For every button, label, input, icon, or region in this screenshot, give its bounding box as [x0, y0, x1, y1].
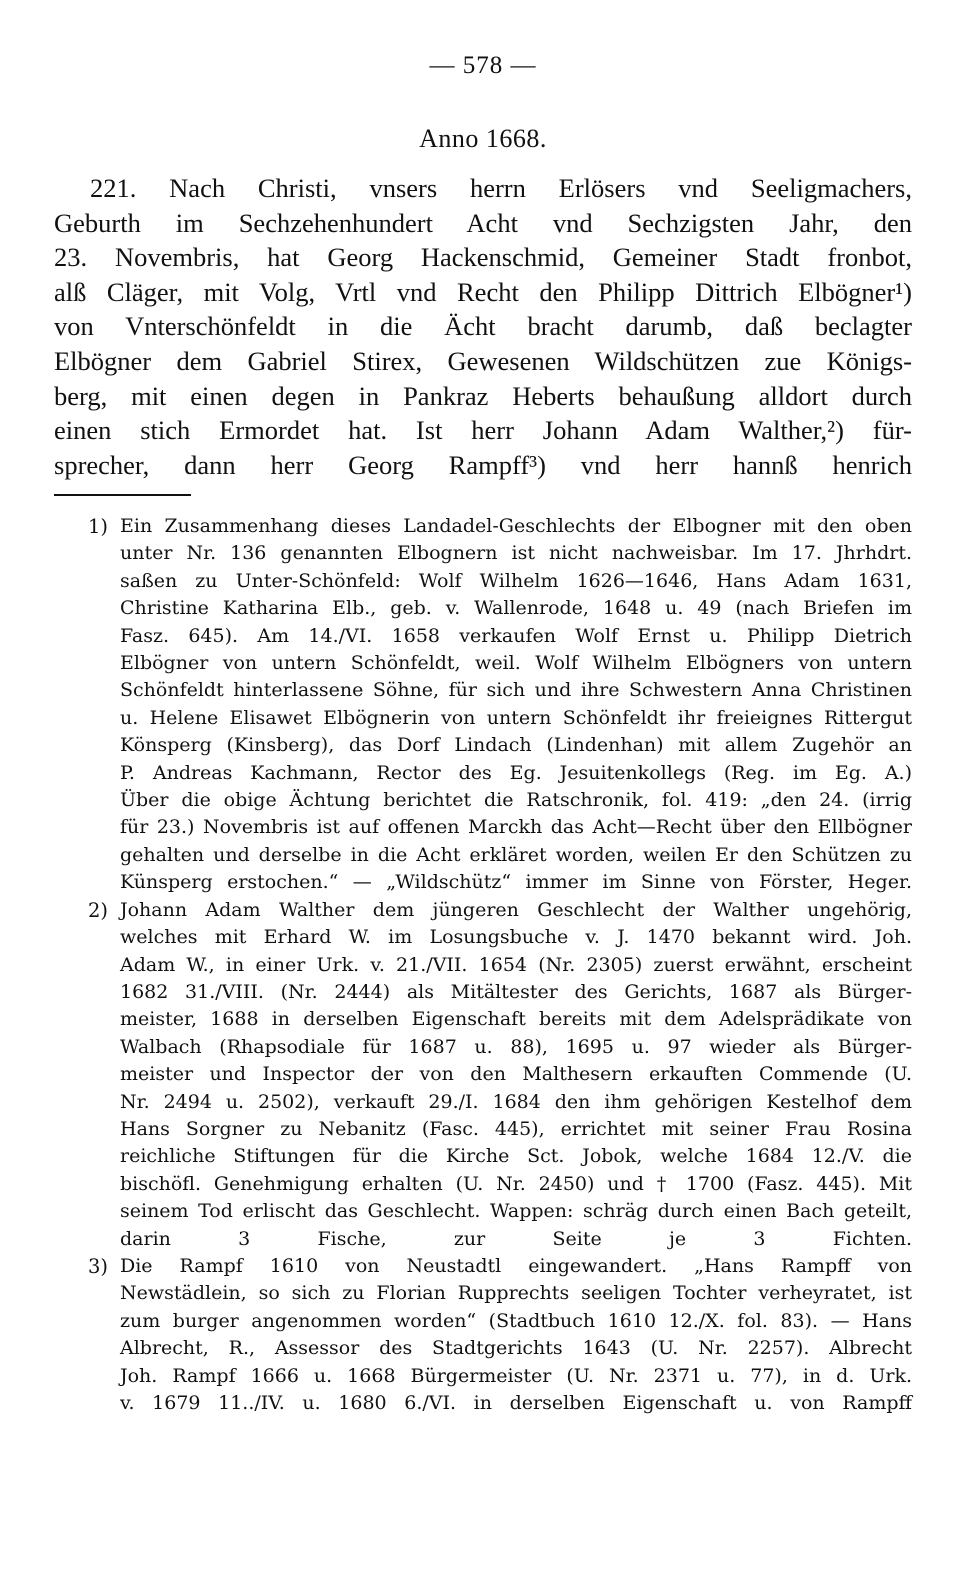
- footnotes: [54, 513, 912, 1417]
- footnote-line: unter Nr. 136 genannten Elbognern ist nicht nachweisbar. Im 17. Jhrhdrt.: [120, 542, 912, 565]
- footnote-line: gehalten und derselbe in die Acht erkläret worden, weilen Er den Schützen zu: [120, 843, 912, 866]
- footnote-line: meister und Inspector der von den Malthesern erkauften Commende (U.: [120, 1063, 912, 1086]
- main-line: sprecher, dann herr Georg Rampff³) vnd herr hannß henrich: [54, 449, 912, 480]
- footnote-line: darin 3 Fische, zur Seite je 3 Fichten.: [120, 1227, 912, 1250]
- footnote-line: P. Andreas Kachmann, Rector des Eg. Jesuitenkollegs (Reg. im Eg. A.): [120, 761, 912, 784]
- main-line: berg, mit einen degen in Pankraz Heberts behaußung alldort durch: [54, 380, 912, 411]
- footnote-line: meister, 1688 in derselben Eigenschaft bereits mit dem Adelsprädikate von: [120, 1008, 912, 1031]
- main-line: von Vnterschönfeldt in die Ächt bracht darumb, daß beclagter: [54, 311, 912, 342]
- main-line: Elbögner dem Gabriel Stirex, Gewesenen Wildschützen zue Königs-: [54, 345, 912, 376]
- footnote-divider: [54, 494, 191, 496]
- year-heading: Anno 1668.: [419, 124, 547, 153]
- footnote-line: saßen zu Unter-Schönfeld: Wolf Wilhelm 1626—1646, Hans Adam 1631,: [120, 569, 912, 592]
- footnote-line: Nr. 2494 u. 2502), verkauft 29./I. 1684 den ihm gehörigen Kestelhof dem: [120, 1090, 912, 1113]
- main-line: Geburth im Sechzehenhundert Acht vnd Sechzigsten Jahr, den: [54, 207, 912, 238]
- footnote-line: Hans Sorgner zu Nebanitz (Fasc. 445), errichtet mit seiner Frau Rosina: [120, 1117, 912, 1140]
- footnote-line: Die Rampf 1610 von Neustadtl eingewandert. „Hans Rampff von: [120, 1254, 912, 1277]
- footnote-line: Joh. Rampf 1666 u. 1668 Bürgermeister (U. Nr. 2371 u. 77), in d. Urk.: [120, 1364, 912, 1387]
- footnote-line: zum burger angenommen worden“ (Stadtbuch 1610 12./X. fol. 83). — Hans: [120, 1309, 912, 1332]
- main-line: 23. Novembris, hat Georg Hackenschmid, Gemeiner Stadt fronbot,: [54, 242, 912, 273]
- main-line: einen stich Ermordet hat. Ist herr Johann Adam Walther,²) für-: [54, 415, 912, 446]
- footnote-line: Ein Zusammenhang dieses Landadel-Geschlechts der Elbogner mit den oben: [120, 515, 912, 537]
- footnote-line: Über die obige Ächtung berichtet die Ratschronik, fol. 419: „den 24. (irrig: [120, 789, 912, 812]
- footnote-2: [54, 897, 912, 1253]
- footnote-line: Johann Adam Walther dem jüngeren Geschlecht der Walther ungehörig,: [120, 898, 912, 921]
- footnote-line: Könsperg (Kinsberg), das Dorf Lindach (Lindenhan) mit allem Zugehör an: [120, 734, 912, 757]
- footnote-line: Walbach (Rhapsodiale für 1687 u. 88), 1695 u. 97 wieder als Bürger-: [120, 1035, 912, 1058]
- footnote-line: bischöfl. Genehmigung erhalten (U. Nr. 2450) und † 1700 (Fasz. 445). Mit: [120, 1172, 912, 1195]
- footnote-line: v. 1679 11../IV. u. 1680 6./VI. in derselben Eigenschaft u. von Rampff: [120, 1392, 912, 1414]
- footnote-line: Newstädlein, so sich zu Florian Rupprechts seeligen Tochter verheyratet, ist: [120, 1282, 912, 1305]
- footnote-3: [54, 1253, 912, 1417]
- footnote-line: für 23.) Novembris ist auf offenen Marckh das Acht—Recht über den Ellbögner: [120, 816, 912, 839]
- footnote-line: Adam W., in einer Urk. v. 21./VII. 1654 (Nr. 2305) zuerst erwähnt, erscheint: [120, 953, 912, 976]
- footnote-marker: 1): [88, 515, 109, 538]
- document-page: [54, 0, 912, 1583]
- footnote-marker: 2): [88, 898, 109, 922]
- footnote-line: Albrecht, R., Assessor des Stadtgerichts 1643 (U. Nr. 2257). Albrecht: [120, 1337, 912, 1360]
- footnote-line: seinem Tod erlischt das Geschlecht. Wappen: schräg durch einen Bach geteilt,: [120, 1200, 912, 1223]
- footnote-line: welches mit Erhard W. im Losungsbuche v. J. 1470 bekannt wird. Joh.: [120, 926, 912, 949]
- footnote-line: Fasz. 645). Am 14./VI. 1658 verkaufen Wolf Ernst u. Philipp Dietrich: [120, 624, 912, 647]
- footnote-marker: 3): [88, 1254, 109, 1278]
- main-line: alß Cläger, mit Volg, Vrtl vnd Recht den Philipp Dittrich Elbögner¹): [54, 276, 912, 307]
- footnote-line: u. Helene Elisawet Elbögnerin von untern Schönfeldt ihr freieignes Rittergut: [120, 706, 912, 729]
- footnote-line: Elbögner von untern Schönfeldt, weil. Wolf Wilhelm Elbögners von untern: [120, 652, 912, 675]
- footnote-line: reichliche Stiftungen für die Kirche Sct. Jobok, welche 1684 12./V. die: [120, 1145, 912, 1168]
- footnote-1: [54, 513, 912, 897]
- footnote-line: 1682 31./VIII. (Nr. 2444) als Mitältester des Gerichts, 1687 als Bürger-: [120, 980, 912, 1003]
- footnote-line: Christine Katharina Elb., geb. v. Wallenrode, 1648 u. 49 (nach Briefen im: [120, 597, 912, 620]
- page-number: — 578 —: [429, 52, 537, 79]
- main-text: [54, 171, 912, 482]
- footnote-line: Schönfeldt hinterlassene Söhne, für sich und ihre Schwestern Anna Christinen: [120, 679, 912, 702]
- footnote-line: Künsperg erstochen.“ — „Wildschütz“ immer im Sinne von Förster, Heger.: [120, 871, 912, 894]
- main-line: 221. Nach Christi, vnsers herrn Erlösers vnd Seeligmachers,: [90, 173, 912, 203]
